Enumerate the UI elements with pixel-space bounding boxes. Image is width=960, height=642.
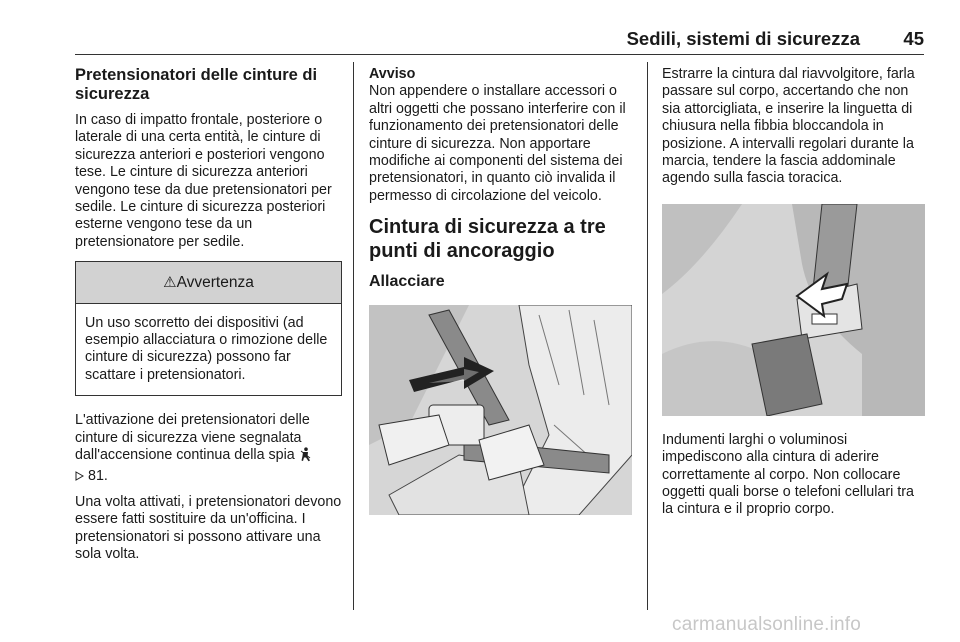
- paragraph: Una volta attivati, i pretensionatori devono essere fatti sostituire da un'officina. I pretensionatori si possono attivare una sola volta.: [75, 493, 342, 563]
- watermark: carmanualsonline.info: [672, 614, 862, 635]
- paragraph: Indumenti larghi o voluminosi impediscono alla cintura di aderire correttamente al corpo. Non collocare oggetti quali borse o telefoni cellulari tra la cintura e il proprio corpo.: [662, 431, 914, 518]
- warning-triangle-icon: ⚠: [163, 274, 177, 292]
- paragraph-text: L'attivazione dei pretensionatori delle cinture di sicurezza viene segnalata dall'accensione continua della spia: [75, 412, 310, 464]
- page-reference-icon: [75, 469, 84, 486]
- section-heading-pretensioners: Pretensionatori delle cinture di sicurezza: [75, 66, 318, 103]
- column-1: [75, 66, 342, 572]
- header-rule: [75, 54, 924, 55]
- page-reference[interactable]: 81.: [88, 467, 108, 484]
- warning-title: Avvertenza: [176, 274, 254, 292]
- paragraph: [75, 412, 342, 486]
- column-divider: [647, 62, 648, 610]
- page-number: 45: [903, 28, 924, 49]
- header-title: Sedili, sistemi di sicurezza: [626, 28, 860, 49]
- column-2: [369, 66, 633, 515]
- paragraph: In caso di impatto frontale, posteriore o laterale di una certa entità, le cinture di sicurezza anteriori e posteriori vengono tese. Le cinture di sicurezza anteriori vengono tese da due pretensionatori per sedile. Le cinture di sicurezza posteriori esterne vengono tese da un pretensionatore per sedile.: [75, 112, 332, 250]
- column-3: [662, 66, 925, 527]
- warning-box: [75, 261, 342, 396]
- note-title: Avviso: [369, 66, 416, 82]
- note-block: [369, 66, 633, 205]
- paragraph: Estrarre la cintura dal riavvolgitore, farla passare sul corpo, accertando che non sia attorcigliata, e inserire la linguetta di chiusura nella fibbia bloccandola in posizione. A intervalli regolari durante la marcia, tendere la fascia addominale agendo sulla fascia toracica.: [662, 66, 915, 187]
- warning-text: Un uso scorretto dei dispositivi (ad esempio allacciatura o rimozione delle cinture di sicurezza) possono far scattare i pretensionatori.: [85, 314, 328, 383]
- seatbelt-warning-icon: [299, 447, 312, 467]
- section-heading-three-point-belt: Cintura di sicurezza a tre punti di ancoraggio: [369, 216, 606, 263]
- seatbelt-buckle-illustration: [662, 204, 925, 416]
- note-text: Non appendere o installare accessori o altri oggetti che possano interferire con il funzionamento dei pretensionatori delle cinture di sicurezza. Non apportare modifiche ai componenti del sistema dei pretensionatori, in quanto ciò invalida il permesso di circolazione del veicolo.: [369, 83, 626, 204]
- subheading-fasten: Allacciare: [369, 273, 445, 291]
- warning-header: [76, 262, 341, 303]
- column-divider: [353, 62, 354, 610]
- seatbelt-fastening-illustration: [369, 305, 632, 515]
